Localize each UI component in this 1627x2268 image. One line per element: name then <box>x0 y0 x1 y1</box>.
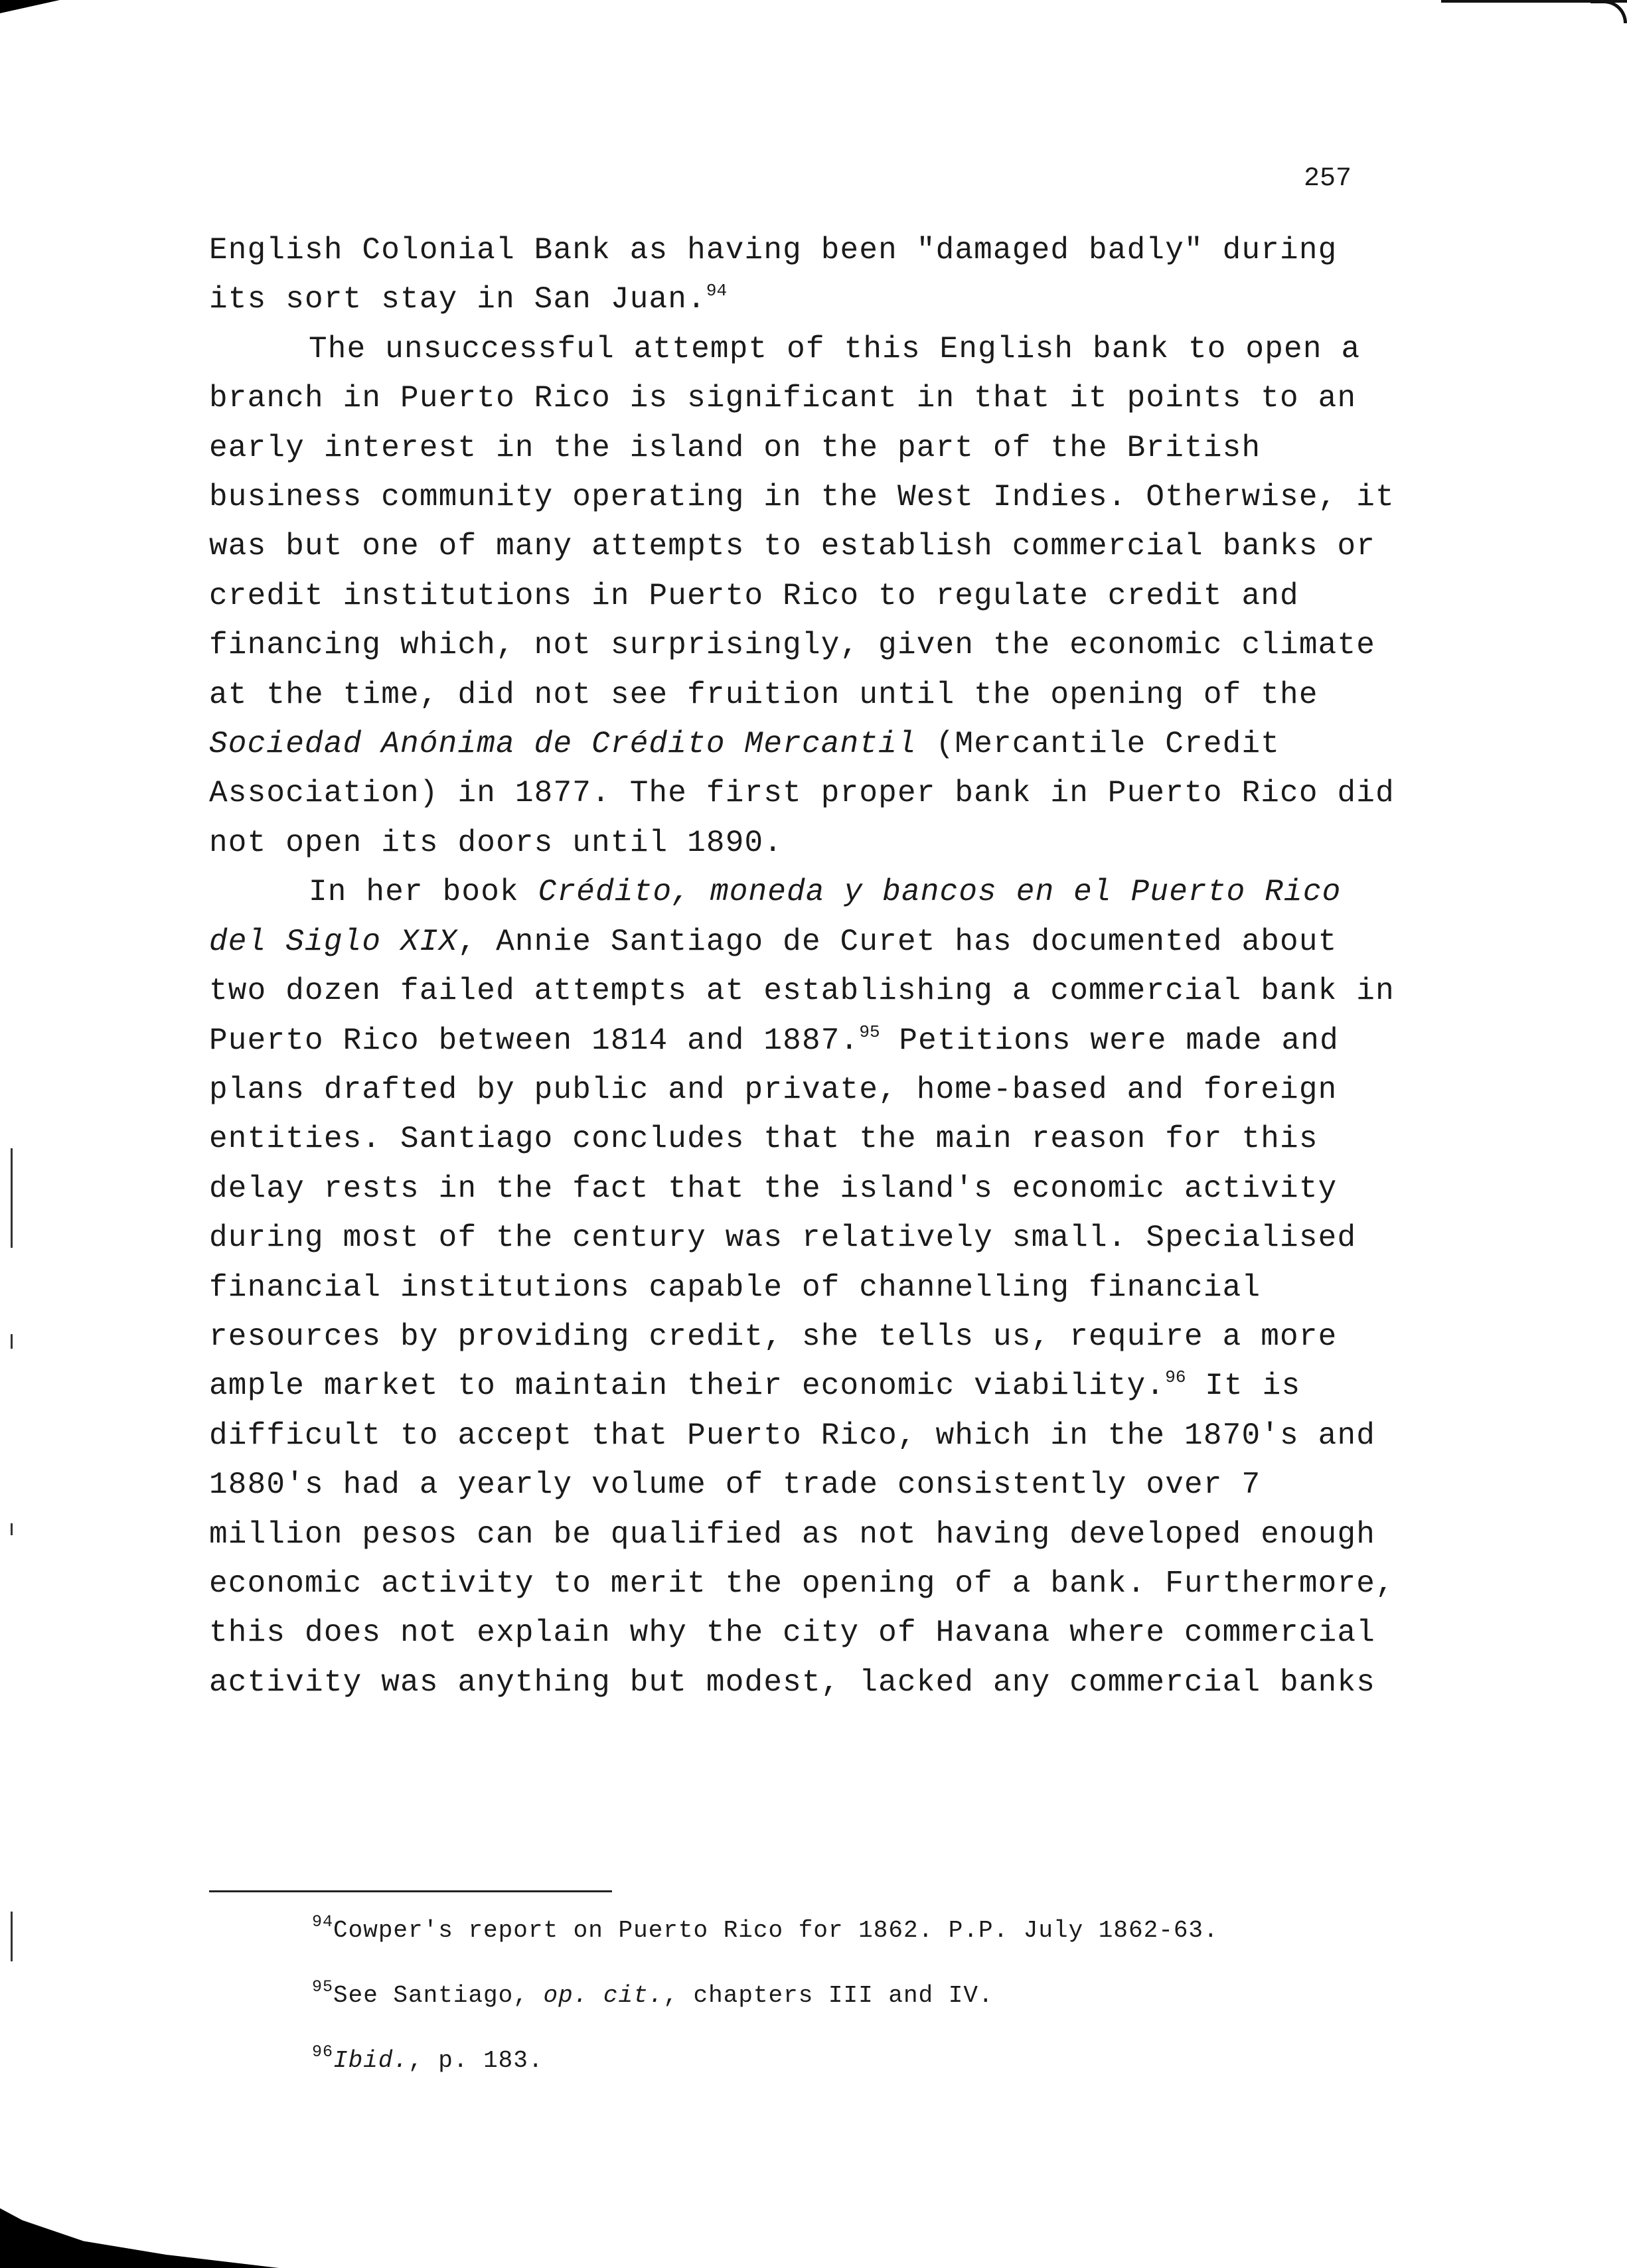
italic-text: Sociedad Anónima de Crédito Mercantil <box>209 727 917 762</box>
body-text <box>209 226 1404 1707</box>
scan-mark-left-3 <box>11 1523 13 1535</box>
italic-text: Crédito, moneda y bancos en el Puerto Rico del Siglo XIX <box>209 875 1342 959</box>
footnote-number: 95 <box>312 1977 334 1997</box>
text-run: , p. 183. <box>408 2047 544 2074</box>
paragraph-p1 <box>209 226 1404 325</box>
text-run: English Colonial Bank as having been "damaged badly" during its sort stay in San Juan. <box>209 233 1338 317</box>
footnote-number: 94 <box>312 1912 334 1931</box>
footnote-ref-94: 94 <box>706 281 728 301</box>
paragraph-p3 <box>209 868 1404 1707</box>
text-run: , chapters III and IV. <box>663 1982 994 2009</box>
text-run: Petitions were made and plans drafted by public and private, home-based and foreign entities. Santiago concludes that the main reason for this delay rests in the fact that the island's economic activity during most of the century was relatively small. Specialised financial institutions capable of channelling financial resources by providing credit, she tells us, require a more ample market to maintain their economic viability. <box>209 1023 1357 1404</box>
scan-mark-left-4 <box>11 1912 13 1961</box>
footnote-ref-95: 95 <box>859 1021 880 1042</box>
scan-mark-left-1 <box>11 1148 13 1248</box>
text-run: The unsuccessful attempt of this English bank to open a branch in Puerto Rico is significant in that it points to an early interest in the island on the part of the British business community operating in the West Indies. Otherwise, it was but one of many attempts to establish commercial banks or credit institutions in Puerto Rico to regulate credit and financing which, not surprisingly, given the economic climate at the time, did not see fruition until the opening of the <box>209 331 1395 712</box>
footnote-95 <box>312 1977 994 2009</box>
italic-text: Ibid. <box>333 2047 409 2074</box>
footnote-ref-96: 96 <box>1165 1367 1186 1388</box>
paragraph-p2 <box>209 325 1404 868</box>
italic-text: op. cit. <box>543 1982 664 2009</box>
text-run: Cowper's report on Puerto Rico for 1862. P.P. July 1862-63. <box>333 1917 1219 1944</box>
footnote-number: 96 <box>312 2042 334 2062</box>
text-run: See Santiago, <box>333 1982 544 2009</box>
footnote-94 <box>312 1912 1219 1944</box>
page-number: 257 <box>1304 164 1352 194</box>
scan-edge-top-left <box>0 0 60 13</box>
text-run: (Mercantile Credit Association) in 1877. The first proper bank in Puerto Rico did not open its doors until 1890. <box>209 727 1395 860</box>
scan-mark-left-2 <box>11 1334 13 1349</box>
footnote-divider <box>209 1890 612 1892</box>
scan-corner-bottom-left <box>0 2208 279 2268</box>
text-run: , Annie Santiago de Curet has documented about two dozen failed attempts at establishing a commercial bank in Puerto Rico between 1814 and 1887. <box>209 924 1395 1058</box>
scan-corner-top-right <box>1590 0 1627 23</box>
footnote-96 <box>312 2042 544 2074</box>
text-run: It is difficult to accept that Puerto Rico, which in the 1870's and 1880's had a yearly volume of trade consistently over 7 million pesos can be qualified as not having developed enough economic activity to merit the opening of a bank. Furthermore, this does not explain why the city of Havana where commercial activity was anything but modest, lacked any commercial banks <box>209 1369 1395 1700</box>
text-run: In her book <box>309 875 538 910</box>
